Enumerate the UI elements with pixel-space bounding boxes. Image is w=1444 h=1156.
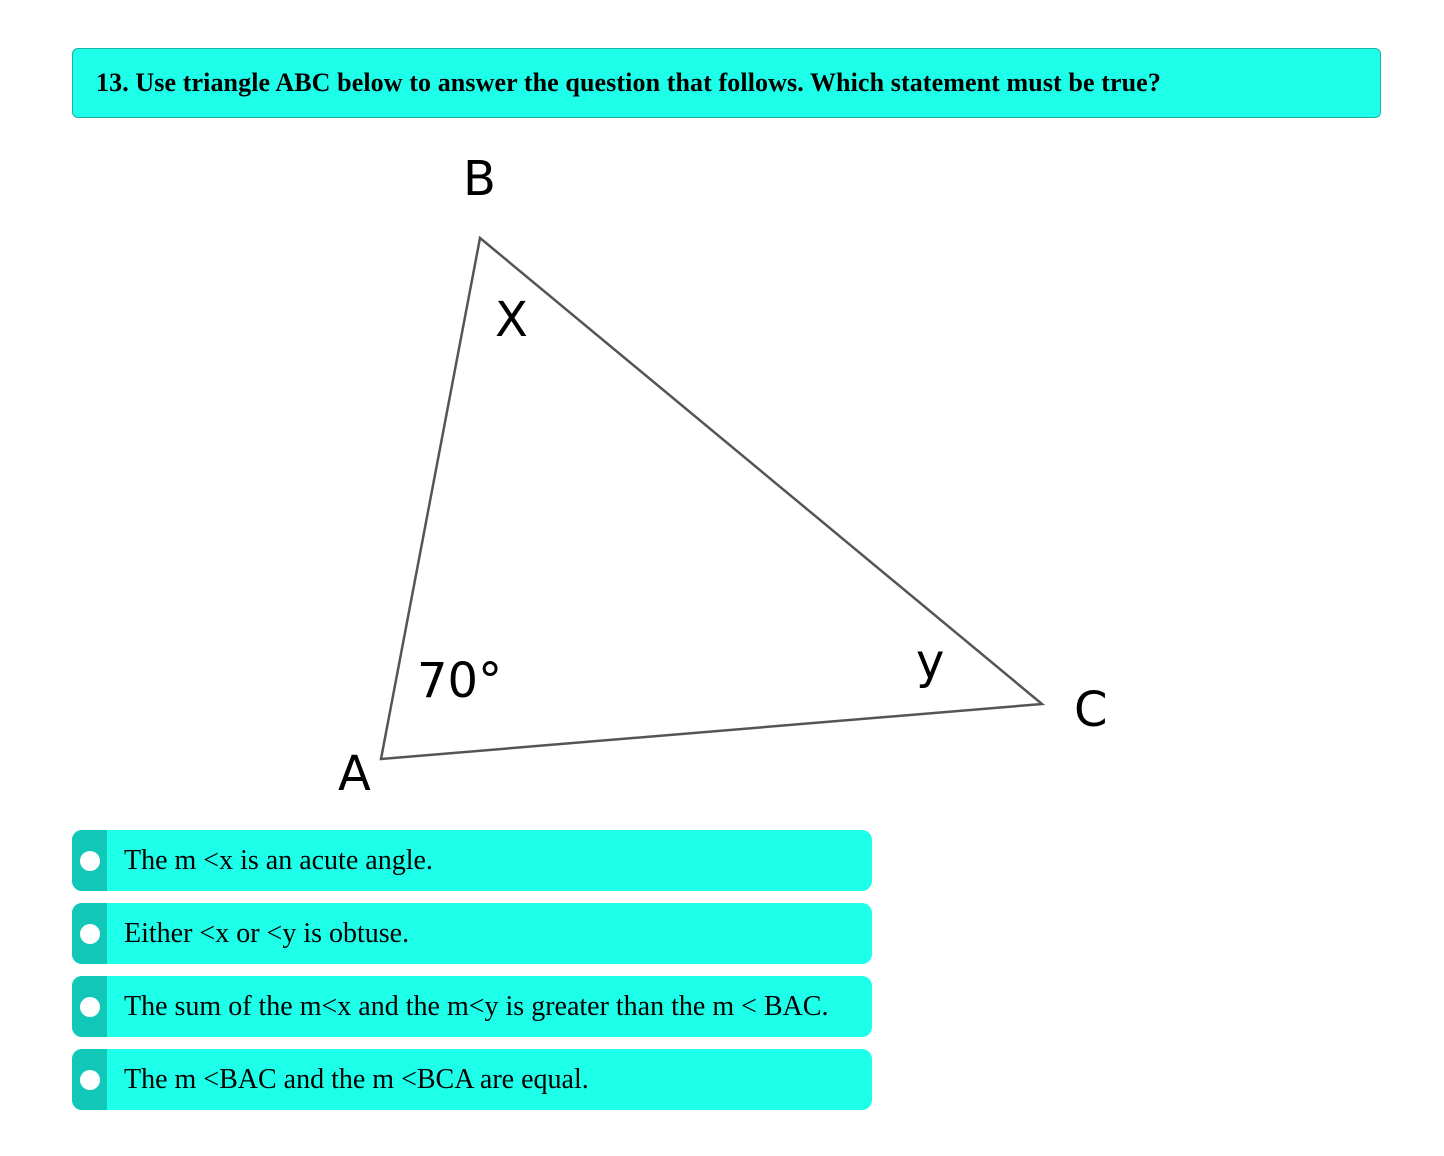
vertex-label-a: A: [338, 746, 371, 802]
choice-label: The m <BAC and the m <BCA are equal.: [124, 1063, 589, 1095]
choice-label: The sum of the m<x and the m<y is greater than the m < BAC.: [124, 990, 829, 1022]
answer-choices: [72, 830, 872, 1122]
choice-tab: [72, 903, 107, 964]
question-text: 13. Use triangle ABC below to answer the question that follows. Which statement must be true?: [96, 68, 1161, 97]
radio-button-icon[interactable]: [80, 924, 100, 944]
vertex-label-c: C: [1074, 682, 1108, 738]
angle-label-y: y: [916, 634, 945, 690]
choice-label: The m <x is an acute angle.: [124, 844, 433, 876]
answer-choice-1[interactable]: [72, 830, 872, 891]
triangle-diagram: [300, 130, 1160, 810]
radio-button-icon[interactable]: [80, 1070, 100, 1090]
answer-choice-3[interactable]: [72, 976, 872, 1037]
choice-tab: [72, 830, 107, 891]
answer-choice-4[interactable]: [72, 1049, 872, 1110]
question-header: [72, 48, 1381, 118]
radio-button-icon[interactable]: [80, 851, 100, 871]
angle-label-x: X: [495, 292, 528, 348]
choice-tab: [72, 976, 107, 1037]
choice-tab: [72, 1049, 107, 1110]
vertex-label-b: B: [463, 151, 496, 207]
radio-button-icon[interactable]: [80, 997, 100, 1017]
answer-choice-2[interactable]: [72, 903, 872, 964]
angle-label-a: 70°: [417, 653, 503, 709]
triangle-figure: [300, 130, 1160, 810]
choice-label: Either <x or <y is obtuse.: [124, 917, 410, 949]
